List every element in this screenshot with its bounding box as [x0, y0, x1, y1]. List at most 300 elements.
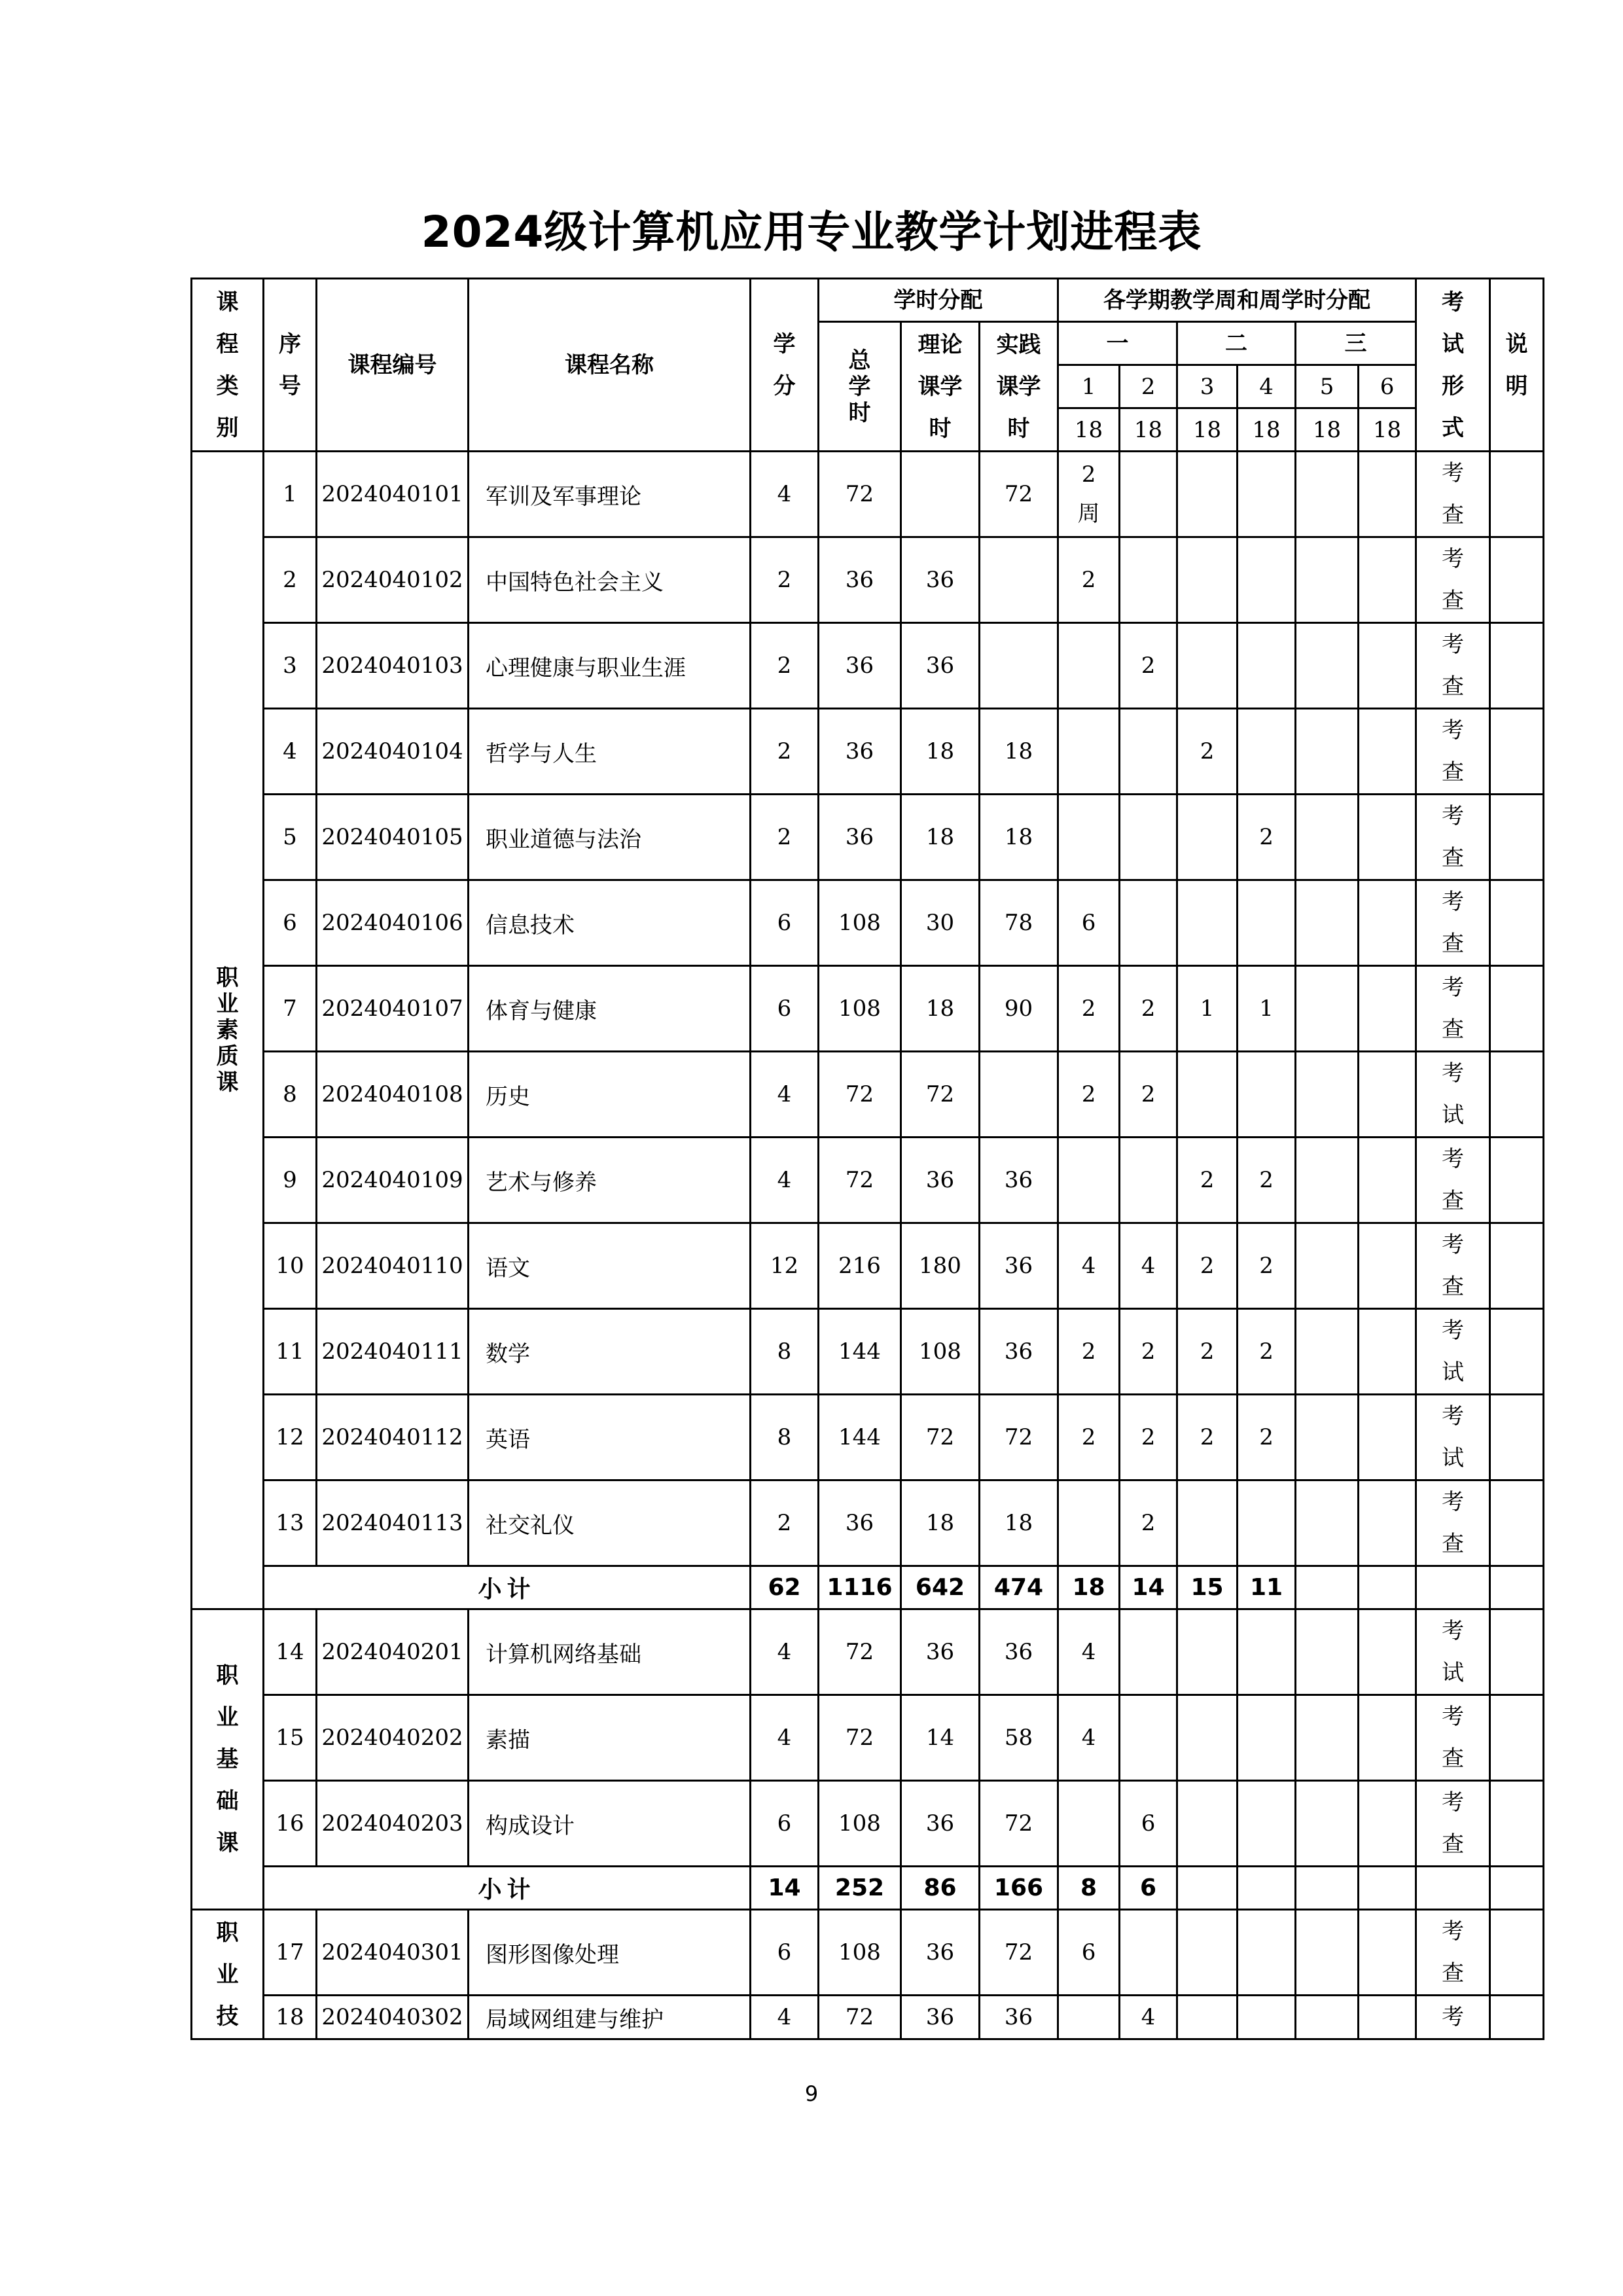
seq-cell: 11 — [264, 1309, 317, 1395]
theory-hours-cell: 36 — [901, 1910, 980, 1996]
semester-1-cell: 6 — [1058, 1910, 1120, 1996]
total-hours-cell: 72 — [819, 1996, 901, 2039]
total-hours-cell: 108 — [819, 880, 901, 966]
subtotal-total-hours: 1116 — [819, 1566, 901, 1609]
code-cell: 2024040201 — [317, 1609, 469, 1695]
page-title: 2024级计算机应用专业教学计划进程表 — [421, 207, 1202, 257]
table-row — [192, 966, 1544, 1052]
table-row — [192, 1480, 1544, 1566]
seq-cell: 7 — [264, 966, 317, 1052]
practice-hours-cell: 36 — [980, 1223, 1058, 1309]
seq-cell: 9 — [264, 1138, 317, 1223]
header-code: 课程编号 — [317, 279, 469, 452]
course-name-cell: 图形图像处理 — [469, 1910, 751, 1996]
subtotal-theory-hours: 642 — [901, 1566, 980, 1609]
semester-5-cell — [1296, 1052, 1359, 1138]
semester-1-cell — [1058, 1781, 1120, 1867]
theory-hours-cell: 180 — [901, 1223, 980, 1309]
header-semester-dist: 各学期教学周和周学时分配 — [1058, 279, 1416, 322]
table-row — [192, 1138, 1544, 1223]
remark-cell — [1490, 795, 1544, 880]
course-name-cell: 语文 — [469, 1223, 751, 1309]
course-name-cell: 军训及军事理论 — [469, 452, 751, 537]
semester-1-cell: 4 — [1058, 1695, 1120, 1781]
course-name-cell: 社交礼仪 — [469, 1480, 751, 1566]
semester-1-cell: 2 — [1058, 1052, 1120, 1138]
semester-4-cell — [1238, 1480, 1296, 1566]
total-hours-cell: 36 — [819, 623, 901, 709]
subtotal-label: 小计 — [264, 1867, 751, 1910]
semester-1-cell — [1058, 623, 1120, 709]
remark-cell — [1490, 709, 1544, 795]
subtotal-semester-5 — [1296, 1566, 1359, 1609]
header-weeks-6: 18 — [1359, 408, 1416, 452]
semester-2-cell — [1120, 709, 1177, 795]
semester-3-cell — [1177, 1480, 1238, 1566]
semester-1-cell: 2 — [1058, 1309, 1120, 1395]
theory-hours-cell: 18 — [901, 1480, 980, 1566]
semester-3-cell: 2 — [1177, 1395, 1238, 1480]
header-semester-4: 4 — [1238, 365, 1296, 408]
semester-6-cell — [1359, 1223, 1416, 1309]
practice-hours-cell: 36 — [980, 1996, 1058, 2039]
table-row — [192, 795, 1544, 880]
remark-cell — [1490, 1609, 1544, 1695]
semester-3-cell — [1177, 1996, 1238, 2039]
exam-form-cell: 考查 — [1416, 1223, 1490, 1309]
header-weeks-3: 18 — [1177, 408, 1238, 452]
semester-5-cell — [1296, 1695, 1359, 1781]
subtotal-remark-cell — [1490, 1566, 1544, 1609]
practice-hours-cell: 72 — [980, 1395, 1058, 1480]
credits-cell: 6 — [751, 1910, 819, 1996]
subtotal-row — [192, 1867, 1544, 1910]
page-number: 9 — [804, 2081, 819, 2106]
total-hours-cell: 36 — [819, 1480, 901, 1566]
semester-1-cell — [1058, 795, 1120, 880]
subtotal-semester-1: 18 — [1058, 1566, 1120, 1609]
theory-hours-cell: 14 — [901, 1695, 980, 1781]
theory-hours-cell: 18 — [901, 795, 980, 880]
seq-cell: 17 — [264, 1910, 317, 1996]
semester-1-cell — [1058, 1996, 1120, 2039]
semester-4-cell: 2 — [1238, 1395, 1296, 1480]
semester-6-cell — [1359, 1609, 1416, 1695]
practice-hours-cell: 72 — [980, 1910, 1058, 1996]
seq-cell: 6 — [264, 880, 317, 966]
seq-cell: 1 — [264, 452, 317, 537]
credits-cell: 4 — [751, 1138, 819, 1223]
code-cell: 2024040104 — [317, 709, 469, 795]
semester-4-cell — [1238, 1781, 1296, 1867]
table-row — [192, 1395, 1544, 1480]
total-hours-cell: 108 — [819, 1781, 901, 1867]
seq-cell: 5 — [264, 795, 317, 880]
category-cell: 职业素质课 — [192, 452, 264, 1609]
header-weeks-2: 18 — [1120, 408, 1177, 452]
semester-6-cell — [1359, 623, 1416, 709]
theory-hours-cell: 30 — [901, 880, 980, 966]
category-cell: 职业技 — [192, 1910, 264, 2039]
subtotal-semester-6 — [1359, 1566, 1416, 1609]
practice-hours-cell: 18 — [980, 1480, 1058, 1566]
semester-2-cell — [1120, 1695, 1177, 1781]
course-name-cell: 构成设计 — [469, 1781, 751, 1867]
course-name-cell: 哲学与人生 — [469, 709, 751, 795]
semester-1-cell: 2 — [1058, 966, 1120, 1052]
table-row — [192, 1996, 1544, 2039]
exam-form-cell: 考查 — [1416, 623, 1490, 709]
credits-cell: 8 — [751, 1395, 819, 1480]
practice-hours-cell — [980, 537, 1058, 623]
remark-cell — [1490, 1138, 1544, 1223]
remark-cell — [1490, 1480, 1544, 1566]
semester-5-cell — [1296, 1781, 1359, 1867]
practice-hours-cell: 90 — [980, 966, 1058, 1052]
subtotal-credits: 14 — [751, 1867, 819, 1910]
semester-2-cell: 6 — [1120, 1781, 1177, 1867]
semester-5-cell — [1296, 966, 1359, 1052]
exam-form-cell: 考试 — [1416, 1395, 1490, 1480]
seq-cell: 15 — [264, 1695, 317, 1781]
semester-3-cell — [1177, 1910, 1238, 1996]
total-hours-cell: 72 — [819, 1138, 901, 1223]
semester-6-cell — [1359, 1996, 1416, 2039]
exam-form-cell: 考查 — [1416, 1910, 1490, 1996]
table-row — [192, 1223, 1544, 1309]
semester-5-cell — [1296, 1395, 1359, 1480]
semester-2-cell — [1120, 537, 1177, 623]
header-credits: 学分 — [751, 279, 819, 452]
semester-2-cell: 2 — [1120, 1395, 1177, 1480]
subtotal-label: 小计 — [264, 1566, 751, 1609]
semester-3-cell: 2 — [1177, 709, 1238, 795]
subtotal-semester-4: 11 — [1238, 1566, 1296, 1609]
semester-4-cell: 1 — [1238, 966, 1296, 1052]
subtotal-semester-3 — [1177, 1867, 1238, 1910]
code-cell: 2024040302 — [317, 1996, 469, 2039]
seq-cell: 12 — [264, 1395, 317, 1480]
header-year-3: 三 — [1296, 322, 1416, 365]
subtotal-semester-4 — [1238, 1867, 1296, 1910]
course-name-cell: 心理健康与职业生涯 — [469, 623, 751, 709]
semester-5-cell — [1296, 1609, 1359, 1695]
header-category: 课程类别 — [192, 279, 264, 452]
credits-cell: 2 — [751, 709, 819, 795]
total-hours-cell: 108 — [819, 966, 901, 1052]
code-cell: 2024040301 — [317, 1910, 469, 1996]
remark-cell — [1490, 1910, 1544, 1996]
semester-2-cell — [1120, 880, 1177, 966]
remark-cell — [1490, 1052, 1544, 1138]
header-name: 课程名称 — [469, 279, 751, 452]
semester-5-cell — [1296, 880, 1359, 966]
exam-form-cell: 考查 — [1416, 452, 1490, 537]
semester-2-cell: 2 — [1120, 623, 1177, 709]
semester-1-cell — [1058, 1480, 1120, 1566]
course-name-cell: 数学 — [469, 1309, 751, 1395]
exam-form-cell: 考查 — [1416, 1480, 1490, 1566]
code-cell: 2024040106 — [317, 880, 469, 966]
semester-6-cell — [1359, 1910, 1416, 1996]
remark-cell — [1490, 1996, 1544, 2039]
subtotal-theory-hours: 86 — [901, 1867, 980, 1910]
code-cell: 2024040107 — [317, 966, 469, 1052]
header-semester-6: 6 — [1359, 365, 1416, 408]
semester-4-cell — [1238, 880, 1296, 966]
code-cell: 2024040108 — [317, 1052, 469, 1138]
subtotal-total-hours: 252 — [819, 1867, 901, 1910]
subtotal-exam-cell — [1416, 1566, 1490, 1609]
semester-6-cell — [1359, 709, 1416, 795]
semester-4-cell — [1238, 1996, 1296, 2039]
seq-cell: 16 — [264, 1781, 317, 1867]
subtotal-row — [192, 1566, 1544, 1609]
table-row — [192, 1781, 1544, 1867]
semester-3-cell: 2 — [1177, 1138, 1238, 1223]
semester-4-cell: 2 — [1238, 1138, 1296, 1223]
semester-6-cell — [1359, 880, 1416, 966]
header-semester-1: 1 — [1058, 365, 1120, 408]
course-name-cell: 职业道德与法治 — [469, 795, 751, 880]
semester-2-cell — [1120, 1609, 1177, 1695]
header-hours-dist: 学时分配 — [819, 279, 1058, 322]
remark-cell — [1490, 1781, 1544, 1867]
course-name-cell: 历史 — [469, 1052, 751, 1138]
theory-hours-cell: 36 — [901, 1781, 980, 1867]
exam-form-cell: 考 — [1416, 1996, 1490, 2039]
course-name-cell: 素描 — [469, 1695, 751, 1781]
semester-6-cell — [1359, 1781, 1416, 1867]
code-cell: 2024040203 — [317, 1781, 469, 1867]
semester-4-cell — [1238, 1052, 1296, 1138]
credits-cell: 8 — [751, 1309, 819, 1395]
remark-cell — [1490, 1309, 1544, 1395]
total-hours-cell: 72 — [819, 1609, 901, 1695]
seq-cell: 8 — [264, 1052, 317, 1138]
header-weeks-1: 18 — [1058, 408, 1120, 452]
table-row — [192, 537, 1544, 623]
semester-1-cell: 2周 — [1058, 452, 1120, 537]
credits-cell: 6 — [751, 966, 819, 1052]
subtotal-credits: 62 — [751, 1566, 819, 1609]
practice-hours-cell: 18 — [980, 709, 1058, 795]
semester-5-cell — [1296, 452, 1359, 537]
table-row — [192, 452, 1544, 537]
semester-6-cell — [1359, 966, 1416, 1052]
seq-cell: 18 — [264, 1996, 317, 2039]
remark-cell — [1490, 1695, 1544, 1781]
course-name-cell: 中国特色社会主义 — [469, 537, 751, 623]
table-row — [192, 1309, 1544, 1395]
semester-3-cell: 2 — [1177, 1223, 1238, 1309]
practice-hours-cell — [980, 1052, 1058, 1138]
course-name-cell: 局域网组建与维护 — [469, 1996, 751, 2039]
semester-4-cell — [1238, 623, 1296, 709]
semester-1-cell: 4 — [1058, 1223, 1120, 1309]
semester-6-cell — [1359, 795, 1416, 880]
remark-cell — [1490, 1223, 1544, 1309]
credits-cell: 6 — [751, 880, 819, 966]
semester-4-cell — [1238, 1609, 1296, 1695]
seq-cell: 10 — [264, 1223, 317, 1309]
header-theory-hours: 理论课学时 — [901, 322, 980, 452]
credits-cell: 2 — [751, 795, 819, 880]
subtotal-semester-6 — [1359, 1867, 1416, 1910]
semester-4-cell — [1238, 452, 1296, 537]
subtotal-practice-hours: 166 — [980, 1867, 1058, 1910]
header-weeks-5: 18 — [1296, 408, 1359, 452]
semester-3-cell — [1177, 623, 1238, 709]
seq-cell: 14 — [264, 1609, 317, 1695]
credits-cell: 6 — [751, 1781, 819, 1867]
theory-hours-cell: 72 — [901, 1395, 980, 1480]
semester-6-cell — [1359, 1138, 1416, 1223]
exam-form-cell: 考试 — [1416, 1609, 1490, 1695]
semester-2-cell: 2 — [1120, 1309, 1177, 1395]
practice-hours-cell: 72 — [980, 452, 1058, 537]
theory-hours-cell: 36 — [901, 623, 980, 709]
seq-cell: 4 — [264, 709, 317, 795]
header-weeks-4: 18 — [1238, 408, 1296, 452]
exam-form-cell: 考查 — [1416, 880, 1490, 966]
subtotal-practice-hours: 474 — [980, 1566, 1058, 1609]
semester-4-cell: 2 — [1238, 795, 1296, 880]
code-cell: 2024040111 — [317, 1309, 469, 1395]
seq-cell: 2 — [264, 537, 317, 623]
header-total-hours: 总学时 — [819, 322, 901, 452]
header-semester-2: 2 — [1120, 365, 1177, 408]
semester-6-cell — [1359, 452, 1416, 537]
theory-hours-cell: 36 — [901, 1609, 980, 1695]
table-row — [192, 1052, 1544, 1138]
course-name-cell: 计算机网络基础 — [469, 1609, 751, 1695]
semester-5-cell — [1296, 1223, 1359, 1309]
header-seq: 序号 — [264, 279, 317, 452]
table-row — [192, 1910, 1544, 1996]
semester-6-cell — [1359, 1695, 1416, 1781]
semester-2-cell: 2 — [1120, 1480, 1177, 1566]
remark-cell — [1490, 452, 1544, 537]
practice-hours-cell — [980, 623, 1058, 709]
semester-1-cell: 2 — [1058, 1395, 1120, 1480]
subtotal-semester-2: 6 — [1120, 1867, 1177, 1910]
subtotal-semester-5 — [1296, 1867, 1359, 1910]
code-cell: 2024040103 — [317, 623, 469, 709]
semester-4-cell: 2 — [1238, 1223, 1296, 1309]
semester-6-cell — [1359, 1395, 1416, 1480]
semester-3-cell: 2 — [1177, 1309, 1238, 1395]
semester-4-cell — [1238, 1910, 1296, 1996]
semester-6-cell — [1359, 1052, 1416, 1138]
exam-form-cell: 考查 — [1416, 1138, 1490, 1223]
course-name-cell: 艺术与修养 — [469, 1138, 751, 1223]
table-body — [192, 452, 1544, 2039]
exam-form-cell: 考查 — [1416, 966, 1490, 1052]
code-cell: 2024040105 — [317, 795, 469, 880]
theory-hours-cell: 36 — [901, 1996, 980, 2039]
category-cell: 职业基础课 — [192, 1609, 264, 1910]
code-cell: 2024040110 — [317, 1223, 469, 1309]
theory-hours-cell: 36 — [901, 537, 980, 623]
semester-3-cell — [1177, 1781, 1238, 1867]
exam-form-cell: 考查 — [1416, 1695, 1490, 1781]
semester-5-cell — [1296, 1996, 1359, 2039]
total-hours-cell: 72 — [819, 452, 901, 537]
theory-hours-cell: 18 — [901, 966, 980, 1052]
seq-cell: 3 — [264, 623, 317, 709]
exam-form-cell: 考查 — [1416, 537, 1490, 623]
credits-cell: 4 — [751, 1609, 819, 1695]
semester-3-cell — [1177, 1695, 1238, 1781]
semester-1-cell: 4 — [1058, 1609, 1120, 1695]
credits-cell: 2 — [751, 537, 819, 623]
semester-2-cell: 4 — [1120, 1996, 1177, 2039]
credits-cell: 4 — [751, 1996, 819, 2039]
semester-2-cell: 2 — [1120, 966, 1177, 1052]
header-semester-3: 3 — [1177, 365, 1238, 408]
code-cell: 2024040101 — [317, 452, 469, 537]
remark-cell — [1490, 537, 1544, 623]
semester-3-cell — [1177, 880, 1238, 966]
exam-form-cell: 考查 — [1416, 1781, 1490, 1867]
practice-hours-cell: 36 — [980, 1309, 1058, 1395]
header-semester-5: 5 — [1296, 365, 1359, 408]
semester-1-cell — [1058, 709, 1120, 795]
exam-form-cell: 考试 — [1416, 1309, 1490, 1395]
practice-hours-cell: 36 — [980, 1138, 1058, 1223]
semester-2-cell — [1120, 1910, 1177, 1996]
semester-3-cell — [1177, 1052, 1238, 1138]
code-cell: 2024040109 — [317, 1138, 469, 1223]
code-cell: 2024040113 — [317, 1480, 469, 1566]
theory-hours-cell: 36 — [901, 1138, 980, 1223]
table-header — [192, 279, 1544, 452]
semester-5-cell — [1296, 1138, 1359, 1223]
credits-cell: 4 — [751, 452, 819, 537]
semester-5-cell — [1296, 623, 1359, 709]
header-year-1: 一 — [1058, 322, 1177, 365]
subtotal-semester-3: 15 — [1177, 1566, 1238, 1609]
header-year-2: 二 — [1177, 322, 1296, 365]
subtotal-remark-cell — [1490, 1867, 1544, 1910]
theory-hours-cell — [901, 452, 980, 537]
total-hours-cell: 72 — [819, 1052, 901, 1138]
semester-1-cell — [1058, 1138, 1120, 1223]
semester-4-cell: 2 — [1238, 1309, 1296, 1395]
total-hours-cell: 72 — [819, 1695, 901, 1781]
semester-5-cell — [1296, 1309, 1359, 1395]
table-row — [192, 880, 1544, 966]
semester-3-cell — [1177, 795, 1238, 880]
practice-hours-cell: 72 — [980, 1781, 1058, 1867]
semester-3-cell — [1177, 1609, 1238, 1695]
header-remark: 说明 — [1490, 279, 1544, 452]
course-name-cell: 体育与健康 — [469, 966, 751, 1052]
subtotal-semester-2: 14 — [1120, 1566, 1177, 1609]
exam-form-cell: 考试 — [1416, 1052, 1490, 1138]
total-hours-cell: 36 — [819, 537, 901, 623]
credits-cell: 4 — [751, 1052, 819, 1138]
subtotal-exam-cell — [1416, 1867, 1490, 1910]
table-row — [192, 1609, 1544, 1695]
semester-2-cell — [1120, 795, 1177, 880]
semester-1-cell: 6 — [1058, 880, 1120, 966]
semester-2-cell: 4 — [1120, 1223, 1177, 1309]
semester-6-cell — [1359, 1309, 1416, 1395]
practice-hours-cell: 58 — [980, 1695, 1058, 1781]
table-row — [192, 709, 1544, 795]
